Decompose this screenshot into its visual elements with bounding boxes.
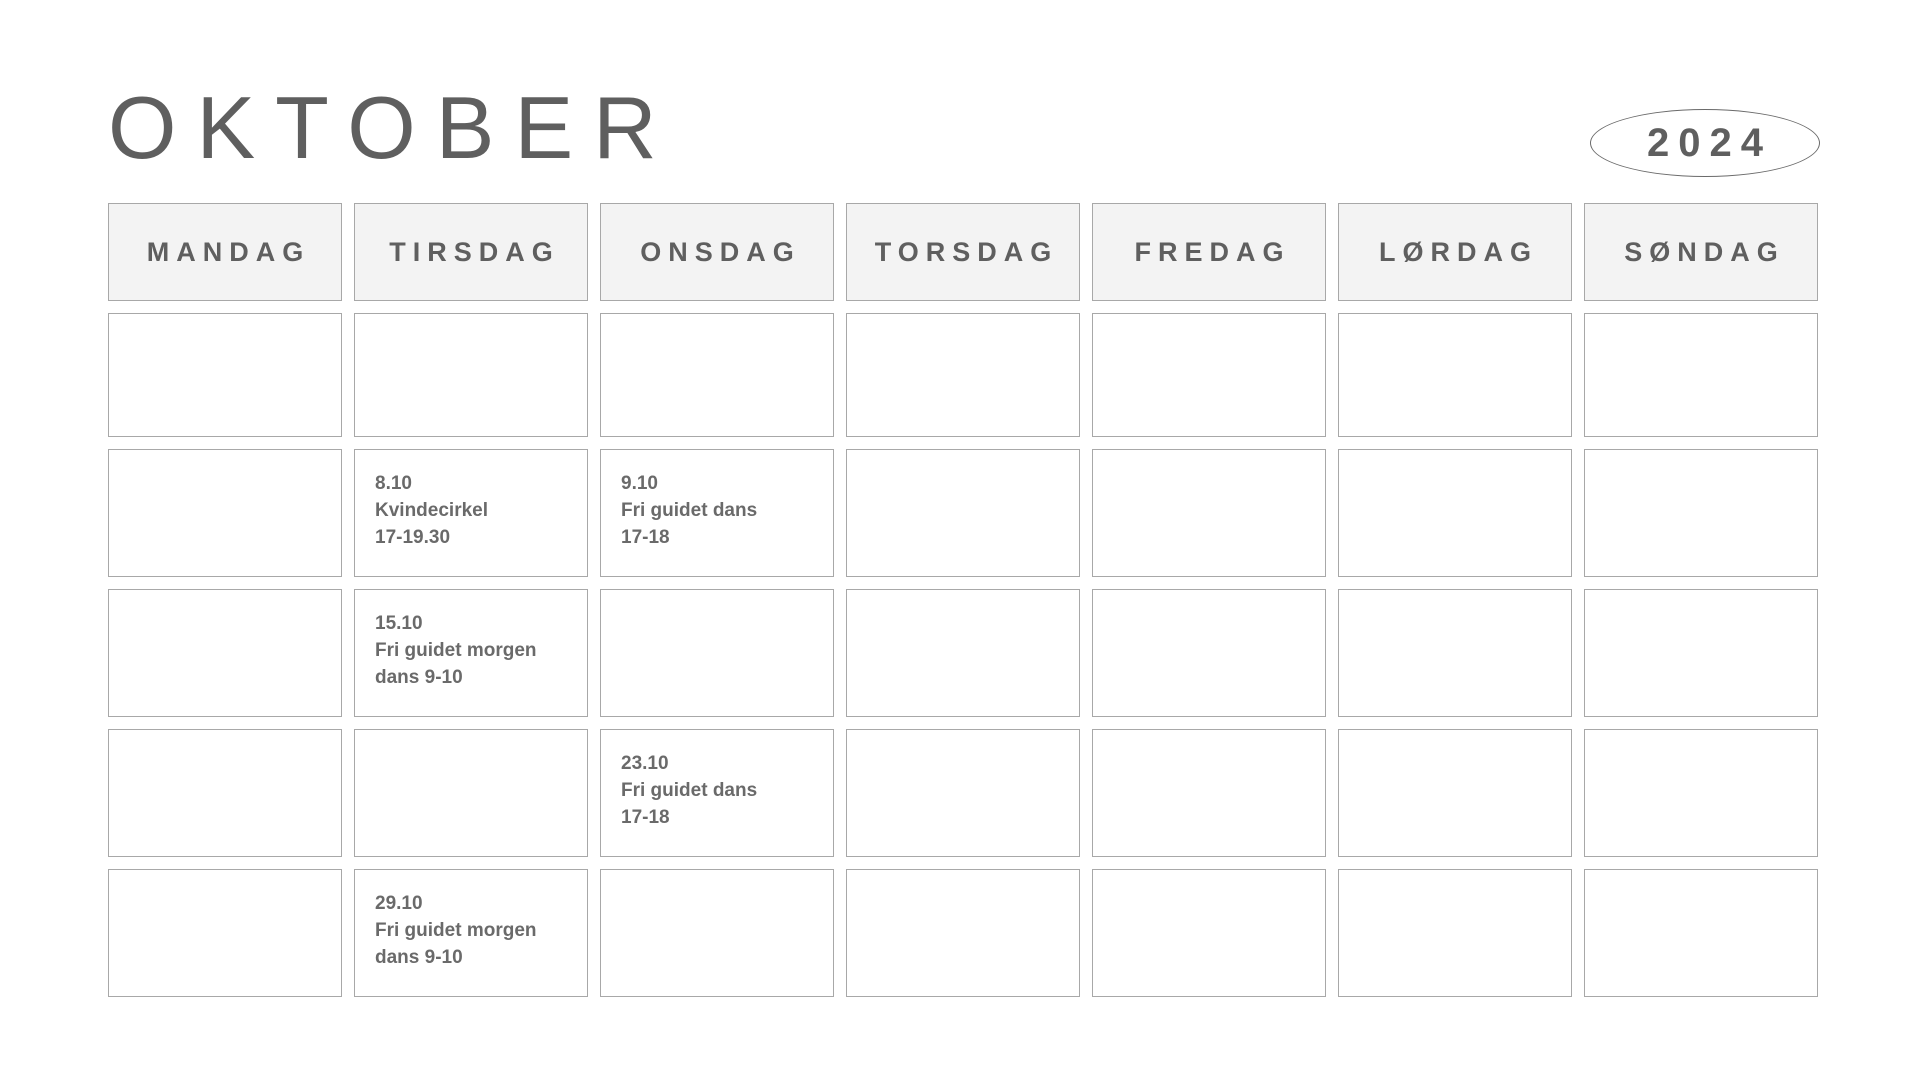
weekday-label: LØRDAG [1379,236,1538,267]
weekday-header-saturday [1338,203,1572,301]
day-cell[interactable] [846,313,1080,437]
week-row-3 [108,589,1818,717]
day-cell[interactable] [1338,729,1572,857]
event-time: 17-18 [621,807,670,828]
day-cell[interactable] [108,589,342,717]
day-cell[interactable] [1584,449,1818,577]
weekday-label: SØNDAG [1624,236,1785,267]
day-cell[interactable] [846,589,1080,717]
day-cell[interactable] [1092,869,1326,997]
weekday-header-sunday [1584,203,1818,301]
day-cell[interactable] [108,313,342,437]
day-cell[interactable] [1092,449,1326,577]
weekday-label: FREDAG [1134,236,1291,267]
day-cell[interactable] [1338,313,1572,437]
week-row-4 [108,729,1818,857]
day-cell-event[interactable] [600,729,834,857]
day-cell[interactable] [1338,869,1572,997]
weekday-label: TORSDAG [874,236,1059,267]
event-date: 9.10 [621,473,658,494]
event-title: Fri guidet dans [621,780,758,801]
weekday-header-friday [1092,203,1326,301]
day-cell[interactable] [1338,589,1572,717]
event-date: 29.10 [375,893,423,914]
weekday-label: ONSDAG [640,236,801,267]
day-cell[interactable] [1584,589,1818,717]
day-cell[interactable] [354,729,588,857]
day-cell-event[interactable] [354,589,588,717]
day-cell[interactable] [600,313,834,437]
day-cell[interactable] [108,729,342,857]
weekday-header-wednesday [600,203,834,301]
day-cell-event[interactable] [354,869,588,997]
week-row-5 [108,869,1818,997]
day-cell-event[interactable] [600,449,834,577]
day-cell-event[interactable] [354,449,588,577]
year-badge [1590,109,1820,177]
day-cell[interactable] [1584,729,1818,857]
day-cell[interactable] [108,449,342,577]
weekday-header-monday [108,203,342,301]
event-date: 23.10 [621,753,669,774]
event-title: Fri guidet morgen [375,920,537,941]
weekday-header-row [108,203,1818,301]
day-cell[interactable] [1584,869,1818,997]
event-title: Kvindecirkel [375,500,488,521]
day-cell[interactable] [600,869,834,997]
weekday-header-thursday [846,203,1080,301]
week-row-1 [108,313,1818,437]
event-date: 8.10 [375,473,412,494]
day-cell[interactable] [108,869,342,997]
event-time: 17-18 [621,527,670,548]
month-title: OKTOBER [108,78,677,177]
event-time: dans 9-10 [375,667,463,688]
day-cell[interactable] [846,729,1080,857]
day-cell[interactable] [1092,589,1326,717]
day-cell[interactable] [1092,313,1326,437]
day-cell[interactable] [1584,313,1818,437]
event-title: Fri guidet dans [621,500,758,521]
weekday-header-tuesday [354,203,588,301]
day-cell[interactable] [600,589,834,717]
weekday-label: MANDAG [146,236,311,267]
week-row-2 [108,449,1818,577]
day-cell[interactable] [354,313,588,437]
day-cell[interactable] [1092,729,1326,857]
event-time: 17-19.30 [375,527,451,548]
day-cell[interactable] [846,449,1080,577]
weekday-label: TIRSDAG [389,236,560,267]
event-title: Fri guidet morgen [375,640,537,661]
event-time: dans 9-10 [375,947,463,968]
day-cell[interactable] [846,869,1080,997]
event-date: 15.10 [375,613,423,634]
year-label: 2024 [1647,120,1772,165]
day-cell[interactable] [1338,449,1572,577]
